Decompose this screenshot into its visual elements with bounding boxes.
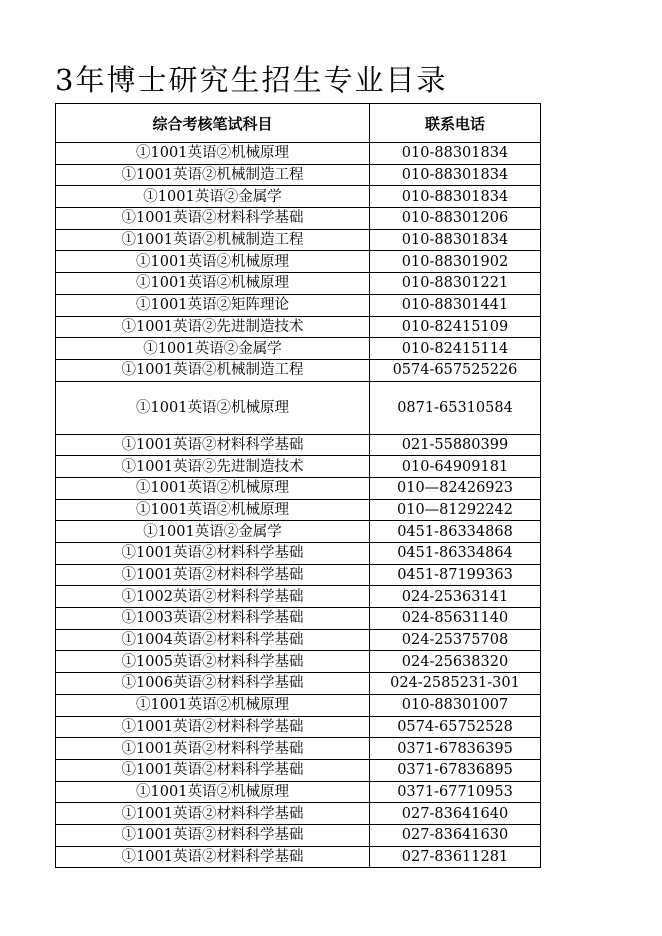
table-row[interactable]	[56, 434, 541, 456]
table-row[interactable]	[56, 738, 541, 760]
phone-cell[interactable]: 010-88301007	[370, 694, 541, 716]
table-row[interactable]	[56, 543, 541, 565]
subject-cell[interactable]: ①1003英语②材料科学基础	[56, 608, 370, 630]
header-phone[interactable]: 联系电话	[370, 104, 541, 143]
table-row[interactable]	[56, 759, 541, 781]
phone-cell[interactable]: 024-25363141	[370, 586, 541, 608]
table-row[interactable]	[56, 564, 541, 586]
subject-cell[interactable]: ①1001英语②机械原理	[56, 143, 370, 165]
phone-cell[interactable]: 027-83611281	[370, 846, 541, 868]
table-row[interactable]	[56, 499, 541, 521]
phone-cell[interactable]: 010-82415109	[370, 316, 541, 338]
phone-cell[interactable]: 010-88301902	[370, 251, 541, 273]
phone-cell[interactable]: 024-85631140	[370, 608, 541, 630]
phone-cell[interactable]: 010—82426923	[370, 477, 541, 499]
phone-cell[interactable]: 0871-65310584	[370, 381, 541, 434]
table-row[interactable]	[56, 716, 541, 738]
table-row[interactable]	[56, 456, 541, 478]
table-body	[56, 143, 541, 868]
subject-cell[interactable]: ①1005英语②材料科学基础	[56, 651, 370, 673]
phone-cell[interactable]: 0451-86334864	[370, 543, 541, 565]
table-row[interactable]	[56, 673, 541, 695]
subject-cell[interactable]: ①1001英语②机械原理	[56, 477, 370, 499]
header-subject[interactable]: 综合考核笔试科目	[56, 104, 370, 143]
table-header-row	[56, 104, 541, 143]
phone-cell[interactable]: 010-88301221	[370, 273, 541, 295]
subject-cell[interactable]: ①1001英语②材料科学基础	[56, 759, 370, 781]
subject-cell[interactable]: ①1001英语②机械原理	[56, 694, 370, 716]
phone-cell[interactable]: 0574-65752528	[370, 716, 541, 738]
subject-cell[interactable]: ①1001英语②材料科学基础	[56, 434, 370, 456]
table-row[interactable]	[56, 229, 541, 251]
subject-cell[interactable]: ①1001英语②材料科学基础	[56, 208, 370, 230]
subject-cell[interactable]: ①1001英语②金属学	[56, 186, 370, 208]
subject-cell[interactable]: ①1001英语②机械原理	[56, 781, 370, 803]
phone-cell[interactable]: 0451-87199363	[370, 564, 541, 586]
phone-cell[interactable]: 024-2585231-301	[370, 673, 541, 695]
table-row[interactable]	[56, 477, 541, 499]
phone-cell[interactable]: 0371-67710953	[370, 781, 541, 803]
subject-cell[interactable]: ①1001英语②金属学	[56, 338, 370, 360]
subject-cell[interactable]: ①1001英语②机械制造工程	[56, 164, 370, 186]
subject-cell[interactable]: ①1001英语②材料科学基础	[56, 543, 370, 565]
table-row[interactable]	[56, 781, 541, 803]
table-row[interactable]	[56, 294, 541, 316]
phone-cell[interactable]: 0451-86334868	[370, 521, 541, 543]
table-row[interactable]	[56, 186, 541, 208]
table-row[interactable]	[56, 381, 541, 434]
phone-cell[interactable]: 010-82415114	[370, 338, 541, 360]
subject-cell[interactable]: ①1001英语②金属学	[56, 521, 370, 543]
phone-cell[interactable]: 010-88301834	[370, 143, 541, 165]
phone-cell[interactable]: 010-88301441	[370, 294, 541, 316]
phone-cell[interactable]: 0371-67836895	[370, 759, 541, 781]
subject-cell[interactable]: ①1001英语②先进制造技术	[56, 456, 370, 478]
table-row[interactable]	[56, 143, 541, 165]
table-row[interactable]	[56, 824, 541, 846]
phone-cell[interactable]: 027-83641630	[370, 824, 541, 846]
table-row[interactable]	[56, 608, 541, 630]
subject-cell[interactable]: ①1006英语②材料科学基础	[56, 673, 370, 695]
subject-cell[interactable]: ①1001英语②机械原理	[56, 499, 370, 521]
subject-cell[interactable]: ①1001英语②材料科学基础	[56, 738, 370, 760]
subject-cell[interactable]: ①1001英语②材料科学基础	[56, 803, 370, 825]
subject-cell[interactable]: ①1001英语②矩阵理论	[56, 294, 370, 316]
program-table	[55, 103, 541, 868]
table-row[interactable]	[56, 273, 541, 295]
table-row[interactable]	[56, 208, 541, 230]
phone-cell[interactable]: 024-25375708	[370, 629, 541, 651]
subject-cell[interactable]: ①1001英语②材料科学基础	[56, 846, 370, 868]
subject-cell[interactable]: ①1001英语②机械制造工程	[56, 229, 370, 251]
table-row[interactable]	[56, 521, 541, 543]
table-row[interactable]	[56, 359, 541, 381]
subject-cell[interactable]: ①1001英语②机械制造工程	[56, 359, 370, 381]
subject-cell[interactable]: ①1004英语②材料科学基础	[56, 629, 370, 651]
table-row[interactable]	[56, 316, 541, 338]
table-row[interactable]	[56, 251, 541, 273]
table-row[interactable]	[56, 803, 541, 825]
page-title: 3年博士研究生招生专业目录	[55, 63, 448, 97]
phone-cell[interactable]: 021-55880399	[370, 434, 541, 456]
phone-cell[interactable]: 0574-657525226	[370, 359, 541, 381]
subject-cell[interactable]: ①1001英语②先进制造技术	[56, 316, 370, 338]
table-row[interactable]	[56, 846, 541, 868]
subject-cell[interactable]: ①1002英语②材料科学基础	[56, 586, 370, 608]
table-row[interactable]	[56, 164, 541, 186]
subject-cell[interactable]: ①1001英语②机械原理	[56, 273, 370, 295]
table-row[interactable]	[56, 629, 541, 651]
subject-cell[interactable]: ①1001英语②机械原理	[56, 381, 370, 434]
subject-cell[interactable]: ①1001英语②材料科学基础	[56, 824, 370, 846]
table-row[interactable]	[56, 586, 541, 608]
phone-cell[interactable]: 010-88301834	[370, 164, 541, 186]
subject-cell[interactable]: ①1001英语②材料科学基础	[56, 564, 370, 586]
phone-cell[interactable]: 010-64909181	[370, 456, 541, 478]
phone-cell[interactable]: 010-88301834	[370, 229, 541, 251]
phone-cell[interactable]: 010-88301206	[370, 208, 541, 230]
table-row[interactable]	[56, 694, 541, 716]
subject-cell[interactable]: ①1001英语②机械原理	[56, 251, 370, 273]
phone-cell[interactable]: 010—81292242	[370, 499, 541, 521]
phone-cell[interactable]: 024-25638320	[370, 651, 541, 673]
table-row[interactable]	[56, 338, 541, 360]
subject-cell[interactable]: ①1001英语②材料科学基础	[56, 716, 370, 738]
phone-cell[interactable]: 010-88301834	[370, 186, 541, 208]
phone-cell[interactable]: 027-83641640	[370, 803, 541, 825]
table-row[interactable]	[56, 651, 541, 673]
phone-cell[interactable]: 0371-67836395	[370, 738, 541, 760]
